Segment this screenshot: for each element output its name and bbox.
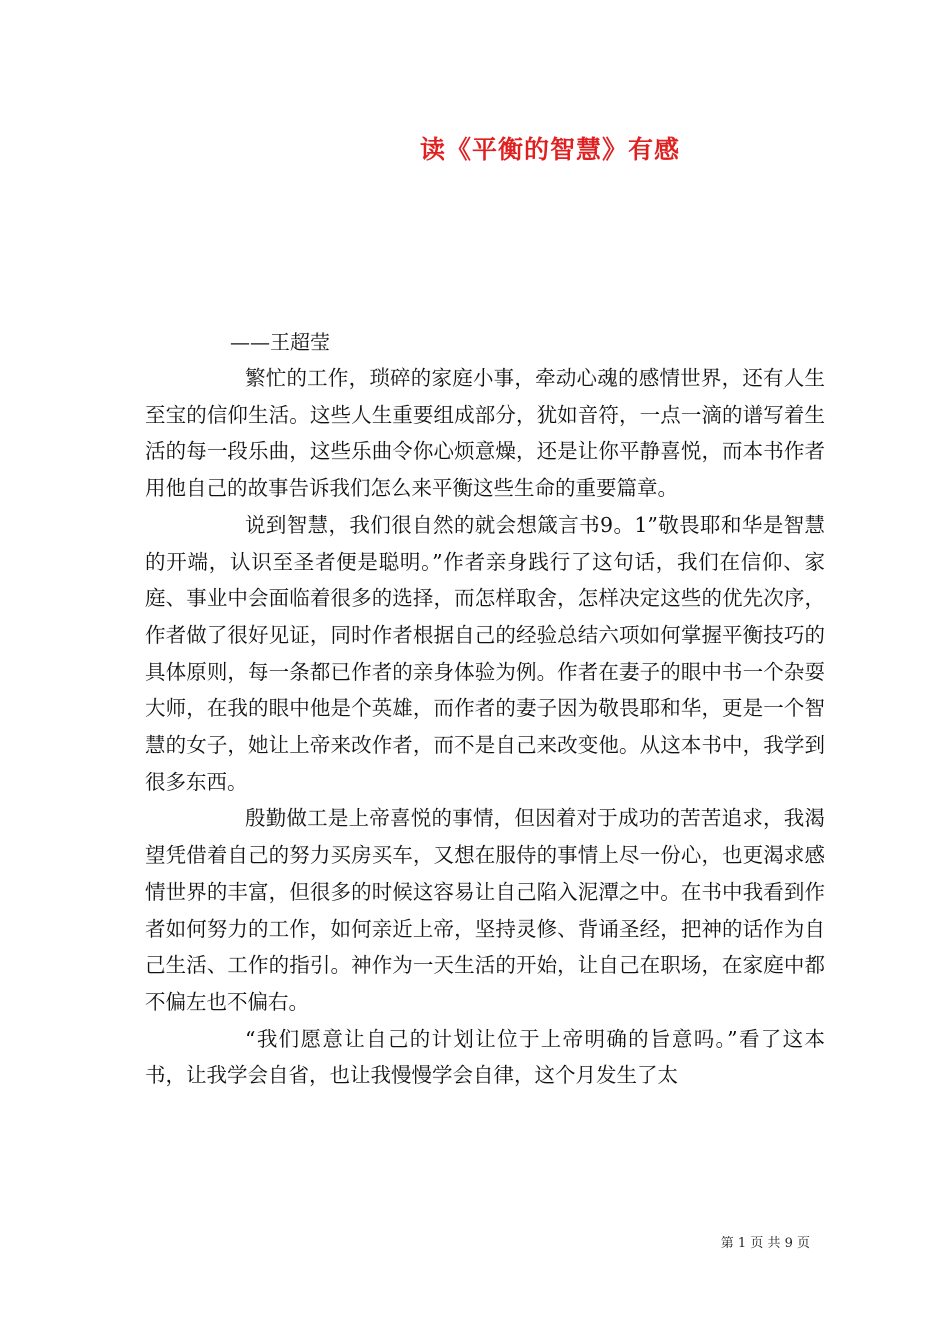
paragraph-3: 殷勤做工是上帝喜悦的事情，但因着对于成功的苦苦追求，我渴望凭借着自己的努力买房买车，又想在服侍的事情上尽一份心，也更渴求感情世界的丰富，但很多的时候这容易让自己陷入泥潭之中。在书中我看到作者如何努力的工作，如何亲近上帝，坚持灵修、背诵圣经，把神的话作为自己生活、工作的指引。神作为一天生活的开始，让自己在职场，在家庭中都不偏左也不偏右。	[145, 806, 825, 1014]
page-indicator: 第 1 页 共 9 页	[720, 1236, 810, 1251]
document-title: 读《平衡的智慧》有感	[419, 135, 680, 164]
author-line: ——王超莹	[230, 330, 330, 354]
document-body	[145, 360, 825, 1094]
paragraph-2: 说到智慧，我们很自然的就会想箴言书9。1”敬畏耶和华是智慧的开端，认识至圣者便是聪明。”作者亲身践行了这句话，我们在信仰、家庭、事业中会面临着很多的选择，而怎样取舍，怎样决定这些的优先次序，作者做了很好见证，同时作者根据自己的经验总结六项如何掌握平衡技巧的具体原则，每一条都已作者的亲身体验为例。作者在妻子的眼中书一个杂耍大师，在我的眼中他是个英雄，而作者的妻子因为敬畏耶和华，更是一个智慧的女子，她让上帝来改作者，而不是自己来改变他。从这本书中，我学到很多东西。	[145, 512, 825, 794]
paragraph-1: 繁忙的工作，琐碎的家庭小事，牵动心魂的感情世界，还有人生至宝的信仰生活。这些人生重要组成部分，犹如音符，一点一滴的谱写着生活的每一段乐曲，这些乐曲令你心烦意燥，还是让你平静喜悦，而本书作者用他自己的故事告诉我们怎么来平衡这些生命的重要篇章。	[145, 366, 825, 501]
paragraph-4: “我们愿意让自己的计划让位于上帝明确的旨意吗。”看了这本书，让我学会自省，也让我慢慢学会自律，这个月发生了太	[145, 1026, 825, 1088]
